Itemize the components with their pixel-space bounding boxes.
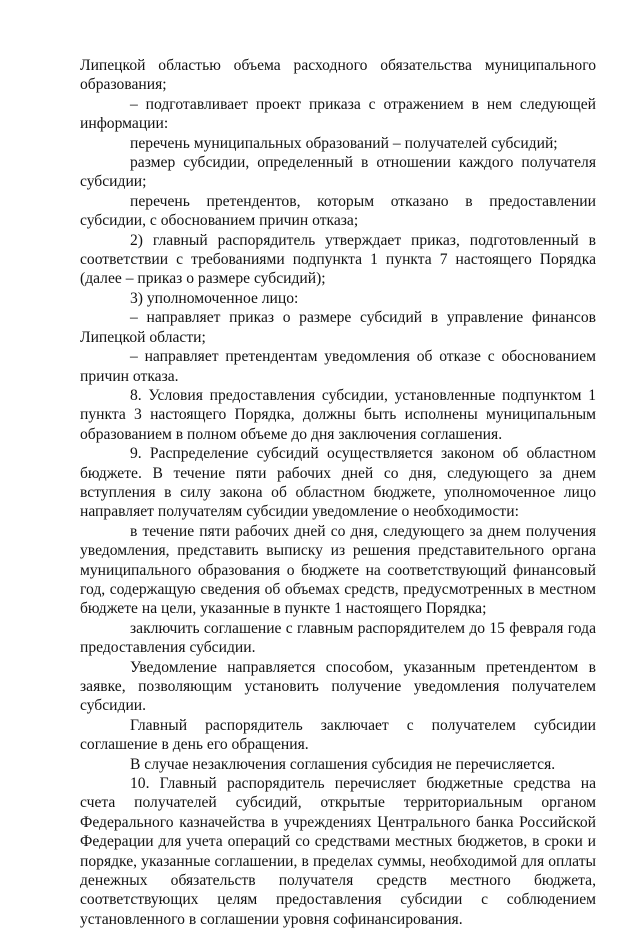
- paragraph: 2) главный распорядитель утверждает приказ, подготовленный в соответствии с требованиями подпункта 1 пункта 7 настоящего Порядка (далее – приказ о размере субсидий);: [80, 231, 596, 288]
- paragraph: 9. Распределение субсидий осуществляется законом об областном бюджете. В течение пяти рабочих дней со дня, следующего за днем вступления в силу закона об областном бюджете, уполномоченное лицо направляет получателям субсидии уведомление о необходимости:: [80, 445, 596, 521]
- paragraph: – направляет претендентам уведомления об отказе с обоснованием причин отказа.: [80, 348, 596, 385]
- paragraph: Липецкой областью объема расходного обязательства муниципального образования;: [80, 57, 596, 94]
- paragraph: 3) уполномоченное лицо:: [130, 289, 299, 307]
- paragraph: 10. Главный распорядитель перечисляет бюджетные средства на счета получателей субсидий, открытые территориальным органом Федерального казначейства в учреждениях Центрального банка Российской Федерации для учета операций со средствами местных бюджетов, в сроки и порядке, указанные соглашении, в пределах суммы, необходимой для оплаты денежных обязательств получателя средств местного бюджета, соответствующих целям предоставления субсидии с соблюдением установленного в соглашении уровня софинансирования.: [80, 775, 596, 928]
- document-page: [80, 56, 596, 929]
- paragraph: – подготавливает проект приказа с отражением в нем следующей информации:: [80, 95, 596, 133]
- paragraph: Главный распорядитель заключает с получателем субсидии соглашение в день его обращения.: [80, 716, 596, 754]
- paragraph: размер субсидии, определенный в отношении каждого получателя субсидии;: [80, 154, 596, 191]
- paragraph: перечень претендентов, которым отказано в предоставлении субсидии, с обоснованием причин отказа;: [80, 192, 596, 230]
- paragraph: – направляет приказ о размере субсидий в управление финансов Липецкой области;: [80, 309, 596, 346]
- paragraph: в течение пяти рабочих дней со дня, следующего за днем получения уведомления, представить выписку из решения представительного органа муниципального образования о бюджете на соответствующий финансовый год, содержащую сведения об объемах средств, предусмотренных в местном бюджете на цели, указанные в пункте 1 настоящего Порядка;: [80, 522, 596, 618]
- paragraph: 8. Условия предоставления субсидии, установленные подпунктом 1 пункта 3 настоящего Порядка, должны быть исполнены муниципальным образованием в полном объеме до дня заключения соглашения.: [80, 386, 596, 443]
- paragraph: заключить соглашение с главным распорядителем до 15 февраля года предоставления субсидии.: [80, 619, 596, 657]
- paragraph: Уведомление направляется способом, указанным претендентом в заявке, позволяющим установить получение уведомления получателем субсидии.: [80, 658, 596, 715]
- paragraph: перечень муниципальных образований – получателей субсидий;: [130, 134, 558, 152]
- paragraph: В случае незаключения соглашения субсидия не перечисляется.: [130, 755, 556, 773]
